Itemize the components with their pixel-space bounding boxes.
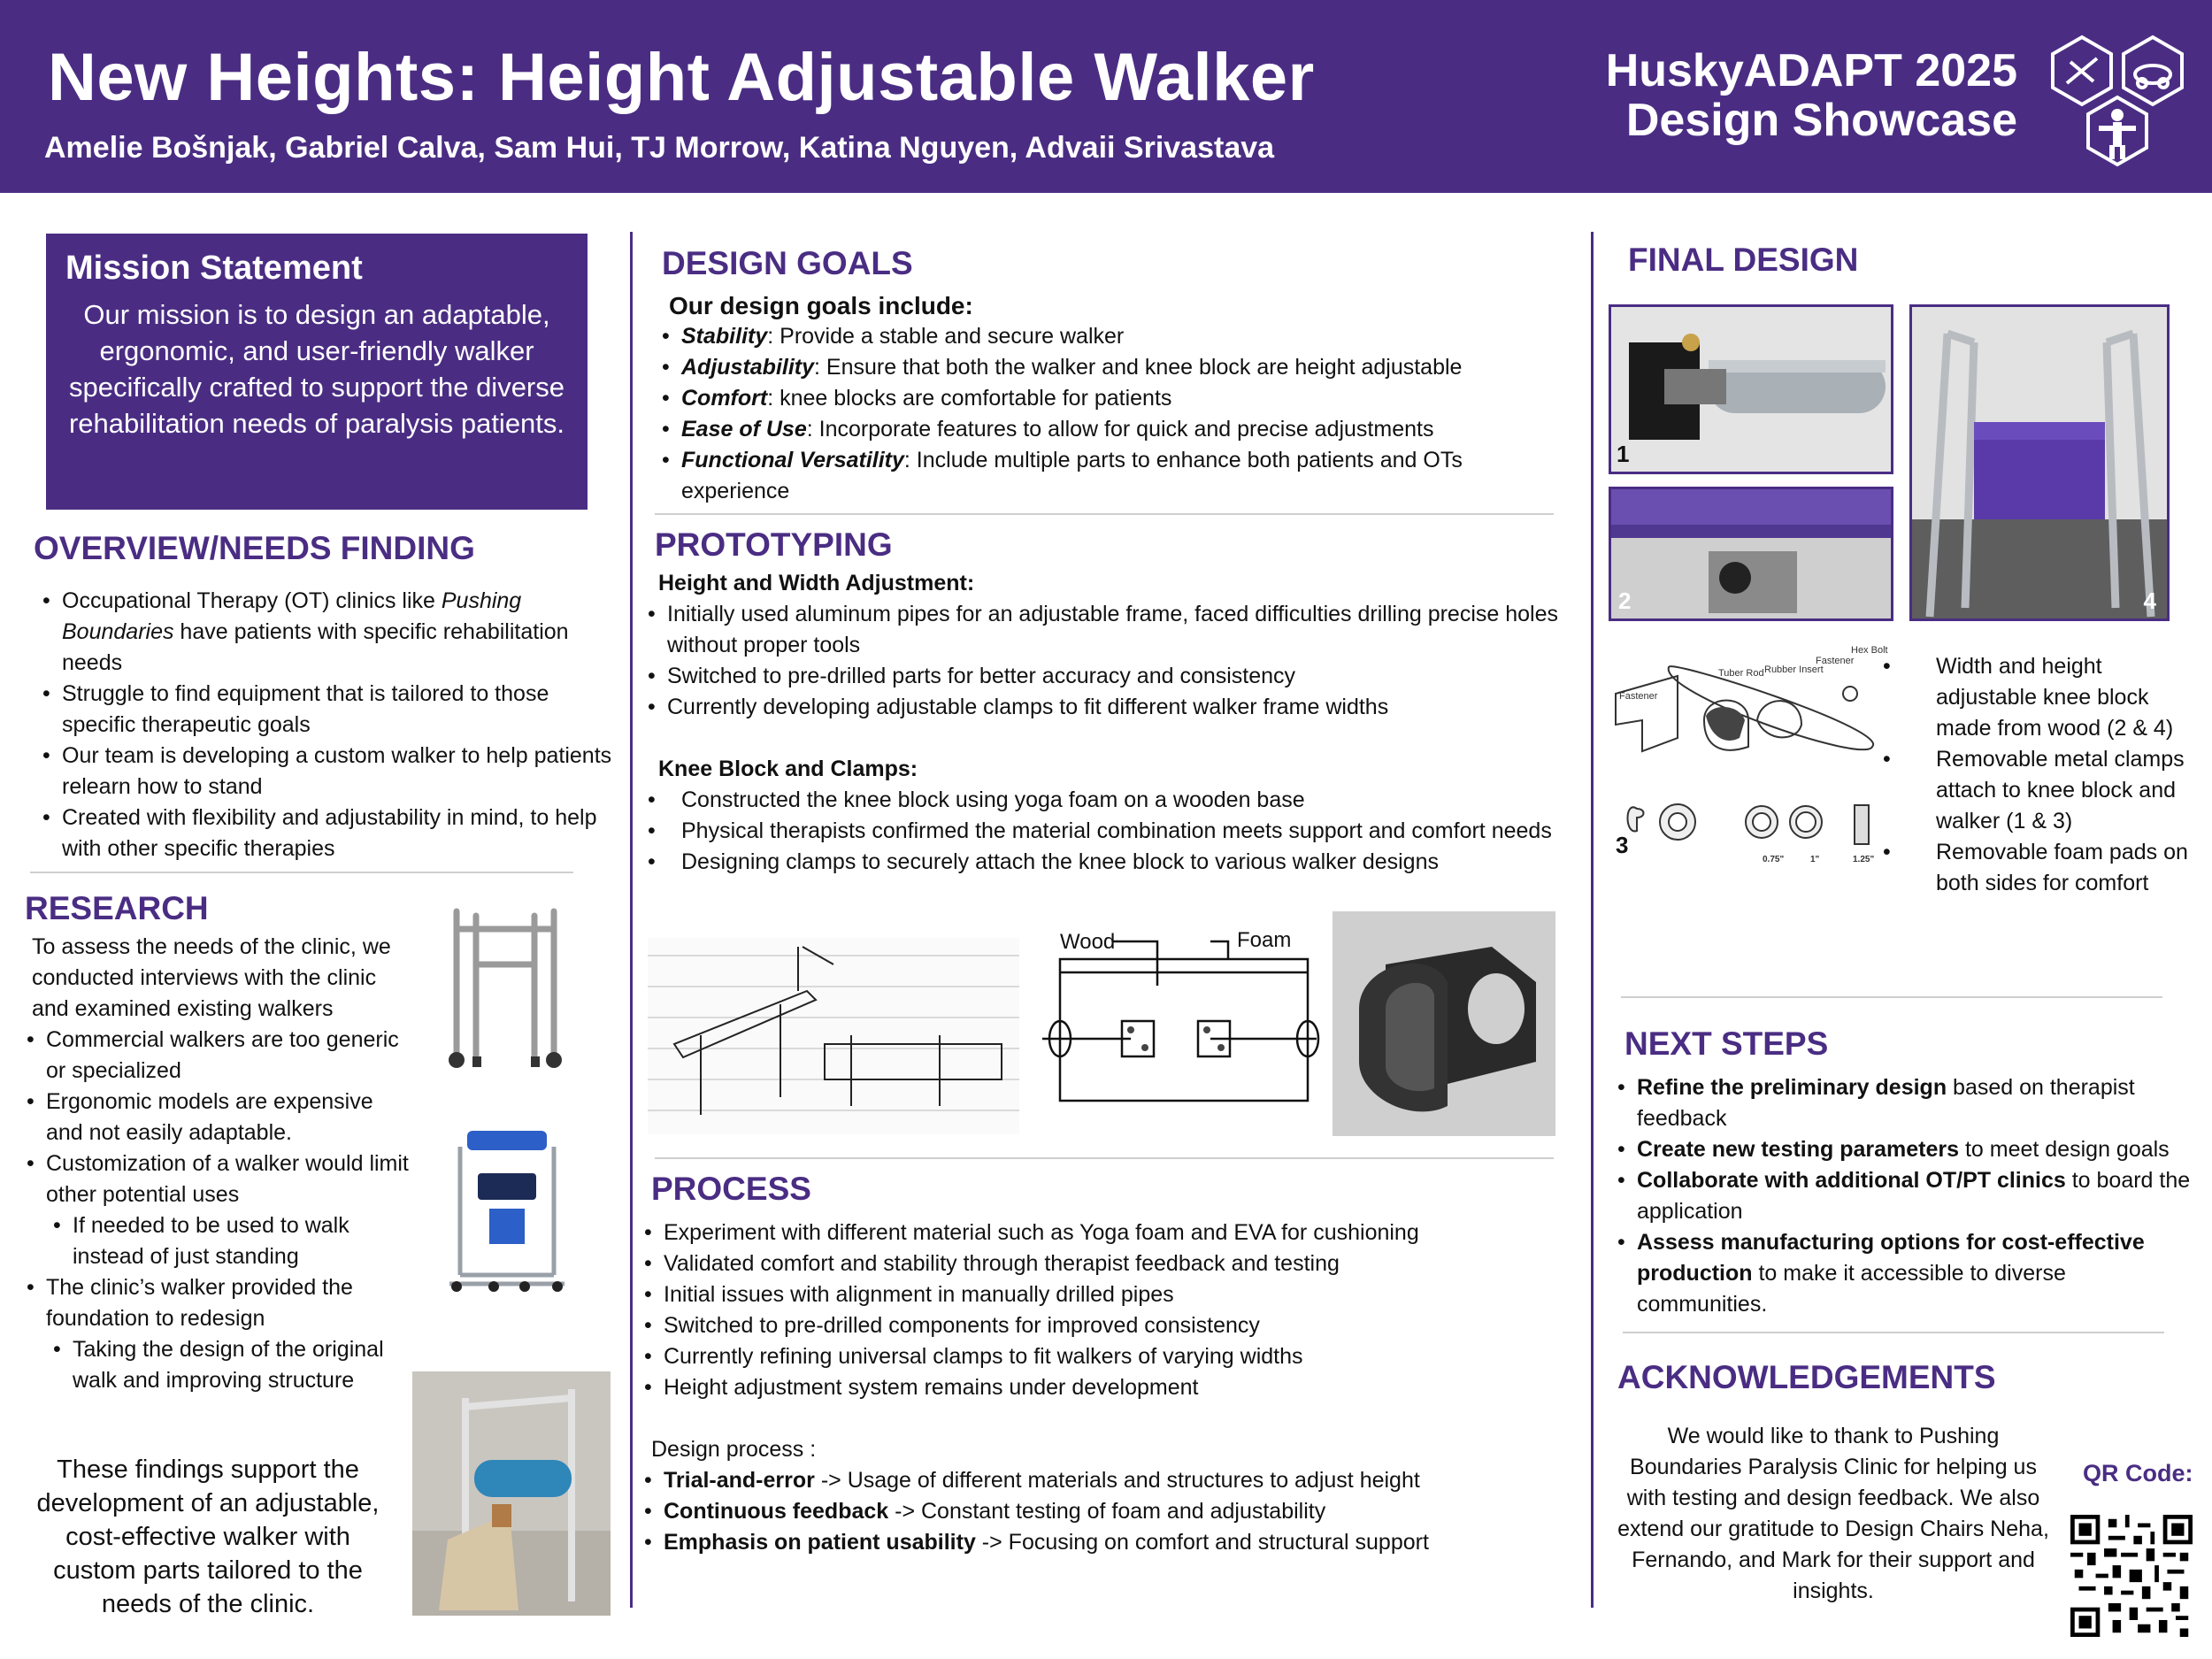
- list-item: • Taking the design of the original walk and improving structure: [19, 1334, 414, 1396]
- final-design-heading: FINAL DESIGN: [1628, 242, 1859, 278]
- research-intro: To assess the needs of the clinic, we conducted interviews with the clinic and examined existing walkers: [32, 934, 391, 1021]
- clinic-walker-photo: [412, 1371, 611, 1616]
- complete-walker-image: [1912, 307, 2167, 618]
- showcase-line-2: Design Showcase: [1625, 95, 2017, 146]
- photo-label-1: 1: [1617, 441, 1630, 467]
- clamp-size-label: 0.75": [1763, 855, 1785, 864]
- knee-block-underside-image: [1611, 489, 1891, 618]
- list-item: • Customization of a walker would limit other potential uses: [19, 1148, 414, 1210]
- list-item: • Ease of Use: Incorporate features to allow for quick and precise adjustments: [655, 414, 1564, 445]
- acknowledgements-text: We would like to thank to Pushing Boundaries Paralysis Clinic for helping us with testing and design feedback. We also extend our gratitude to Design Chairs Neha, Fernando, and Mark for their support and insights.: [1617, 1424, 2049, 1603]
- clamp-size-label: 1": [1810, 855, 1820, 864]
- list-item: • Initially used aluminum pipes for an adjustable frame, faced difficulties drilling precise holes without proper tools: [641, 599, 1566, 661]
- research-list-2: [19, 1272, 414, 1334]
- list-item: • Currently refining universal clamps to fit walkers of varying widths: [637, 1341, 1571, 1372]
- clamp-size-label: 1.25": [1853, 855, 1875, 864]
- poster-authors: Amelie Bošnjak, Gabriel Calva, Sam Hui, TJ Morrow, Katina Nguyen, Advaii Srivastava: [44, 131, 1275, 165]
- list-item: • Our team is developing a custom walker to help patients relearn how to stand: [35, 741, 618, 803]
- huskyadapt-logo-icon: [2042, 30, 2193, 172]
- design-process-label: Design process :: [651, 1437, 817, 1462]
- next-steps-list: [1610, 1072, 2191, 1320]
- prototyping-subheading-2: Knee Block and Clamps:: [658, 757, 918, 781]
- list-item: • Refine the preliminary design based on therapist feedback: [1610, 1072, 2191, 1134]
- list-item: • Constructed the knee block using yoga foam on a wooden base: [641, 785, 1566, 816]
- photo-label-2: 2: [1618, 588, 1632, 614]
- photo-label-3: 3: [1616, 832, 1629, 858]
- column-divider-left: [630, 232, 633, 1608]
- list-item: • Occupational Therapy (OT) clinics like Pushing Boundaries have patients with specific rehabilitation needs: [35, 586, 618, 679]
- diagram-label: Hex Bolt: [1851, 645, 1888, 656]
- prototyping-heading: PROTOTYPING: [655, 526, 893, 563]
- research-heading: RESEARCH: [25, 890, 209, 926]
- design-goals-heading: DESIGN GOALS: [662, 245, 913, 281]
- list-item: • Removable metal clamps attach to knee block and walker (1 & 3): [1906, 744, 2189, 837]
- showcase-title: [1606, 46, 2017, 145]
- list-item: • Stability: Provide a stable and secure walker: [655, 321, 1564, 352]
- diagram-label: Tuber Rod: [1718, 668, 1764, 679]
- list-item: • Created with flexibility and adjustability in mind, to help with other specific therapies: [35, 803, 618, 864]
- clamp-on-frame-image: [1611, 307, 1891, 472]
- poster-title: New Heights: Height Adjustable Walker: [48, 40, 1315, 115]
- design-process-steps: [637, 1465, 1571, 1558]
- list-item: • Initial issues with alignment in manually drilled pipes: [637, 1279, 1571, 1310]
- mission-statement-box: [46, 234, 588, 510]
- list-item: • Currently developing adjustable clamps to fit different walker frame widths: [641, 692, 1566, 723]
- list-item: • Continuous feedback -> Constant testing of foam and adjustability: [637, 1496, 1571, 1527]
- overview-section: [34, 529, 618, 864]
- standard-walker-photo: [430, 894, 580, 1071]
- process-section: [651, 1170, 1571, 1558]
- diagram-label: Fastener: [1816, 656, 1855, 666]
- prototyping-list-2: [641, 785, 1566, 878]
- photo-label-4: 4: [2143, 588, 2156, 614]
- list-item: • The clinic’s walker provided the foundation to redesign: [19, 1272, 414, 1334]
- prototyping-subheading-1: Height and Width Adjustment:: [658, 571, 975, 595]
- overview-list: [35, 586, 618, 864]
- process-list: [637, 1217, 1571, 1403]
- next-steps-section: [1624, 1025, 2191, 1320]
- process-heading: PROCESS: [651, 1171, 811, 1207]
- list-item: • Physical therapists confirmed the material combination meets support and comfort needs: [641, 816, 1566, 847]
- sketch-wood-label: Wood: [1060, 930, 1116, 954]
- section-divider: [30, 872, 573, 873]
- list-item: • Comfort: knee blocks are comfortable for patients: [655, 383, 1564, 414]
- section-divider: [655, 1157, 1554, 1159]
- research-conclusion: These findings support the development of an adjustable, cost-effective walker with custom parts tailored to the needs of the clinic.: [36, 1455, 380, 1618]
- acknowledgements-heading: ACKNOWLEDGEMENTS: [1617, 1359, 1996, 1395]
- list-item: • Validated comfort and stability through therapist feedback and testing: [637, 1248, 1571, 1279]
- clamp-cad-render: [1333, 911, 1555, 1136]
- next-steps-heading: NEXT STEPS: [1624, 1025, 1829, 1062]
- prototyping-list-1: [641, 599, 1566, 723]
- qr-code-label: QR Code:: [2083, 1460, 2193, 1486]
- research-list: [19, 1025, 414, 1210]
- list-item: • Trial-and-error -> Usage of different materials and structures to adjust height: [637, 1465, 1571, 1496]
- clamp-exploded-diagram: [1607, 641, 1890, 871]
- section-divider: [1623, 1332, 2164, 1333]
- list-item: • Adjustability: Ensure that both the walker and knee block are height adjustable: [655, 352, 1564, 383]
- research-sublist: [19, 1210, 414, 1272]
- list-item: • Functional Versatility: Include multiple parts to enhance both patients and OTs experience: [655, 445, 1564, 507]
- diagram-label: Fastener: [1619, 691, 1658, 702]
- list-item: • Width and height adjustable knee block made from wood (2 & 4): [1906, 651, 2189, 744]
- knee-block-sketch: [1033, 924, 1325, 1136]
- section-divider: [1621, 996, 2162, 998]
- list-item: • Struggle to find equipment that is tailored to those specific therapeutic goals: [35, 679, 618, 741]
- design-goals-intro: Our design goals include:: [669, 292, 973, 319]
- walker-frame-sketch: [648, 938, 1019, 1134]
- design-goals-list: [655, 321, 1564, 507]
- list-item: • Ergonomic models are expensive and not easily adaptable.: [19, 1087, 414, 1148]
- list-item: • Designing clamps to securely attach the knee block to various walker designs: [641, 847, 1566, 878]
- mission-heading: Mission Statement: [65, 250, 363, 287]
- showcase-line-1: HuskyADAPT 2025: [1605, 45, 2017, 96]
- qr-code-icon[interactable]: [2070, 1515, 2193, 1637]
- poster-header: [0, 0, 2212, 193]
- research-section: [25, 889, 414, 1396]
- final-photo-2: [1609, 487, 1893, 621]
- list-item: • Height adjustment system remains under development: [637, 1372, 1571, 1403]
- column-divider-right: [1591, 232, 1594, 1608]
- sketch-foam-label: Foam: [1237, 928, 1292, 952]
- list-item: • Create new testing parameters to meet design goals: [1610, 1134, 2191, 1165]
- final-photo-4: [1909, 304, 2170, 621]
- final-photo-1: [1609, 304, 1893, 474]
- mission-text: Our mission is to design an adaptable, ergonomic, and user-friendly walker specifically crafted to support the diverse rehabilitation needs of paralysis patients.: [68, 299, 565, 439]
- prototyping-section: [655, 526, 1566, 878]
- list-item: • Assess manufacturing options for cost-effective production to make it accessible to diverse communities.: [1610, 1227, 2191, 1320]
- diagram-label: Rubber Insert: [1764, 664, 1824, 675]
- section-divider: [655, 513, 1554, 515]
- design-goals-section: [662, 244, 1564, 507]
- list-item: • Emphasis on patient usability -> Focusing on comfort and structural support: [637, 1527, 1571, 1558]
- list-item: • Experiment with different material such as Yoga foam and EVA for cushioning: [637, 1217, 1571, 1248]
- list-item: • Commercial walkers are too generic or specialized: [19, 1025, 414, 1087]
- list-item: • Switched to pre-drilled parts for better accuracy and consistency: [641, 661, 1566, 692]
- overview-heading: OVERVIEW/NEEDS FINDING: [34, 530, 475, 566]
- final-design-list: [1906, 651, 2189, 899]
- list-item: • Removable foam pads on both sides for comfort: [1906, 837, 2189, 899]
- list-item: • Collaborate with additional OT/PT clinics to board the application: [1610, 1165, 2191, 1227]
- standing-frame-photo: [441, 1120, 573, 1294]
- research-sublist-2: [19, 1334, 414, 1396]
- list-item: • If needed to be used to walk instead of just standing: [19, 1210, 414, 1272]
- list-item: • Switched to pre-drilled components for improved consistency: [637, 1310, 1571, 1341]
